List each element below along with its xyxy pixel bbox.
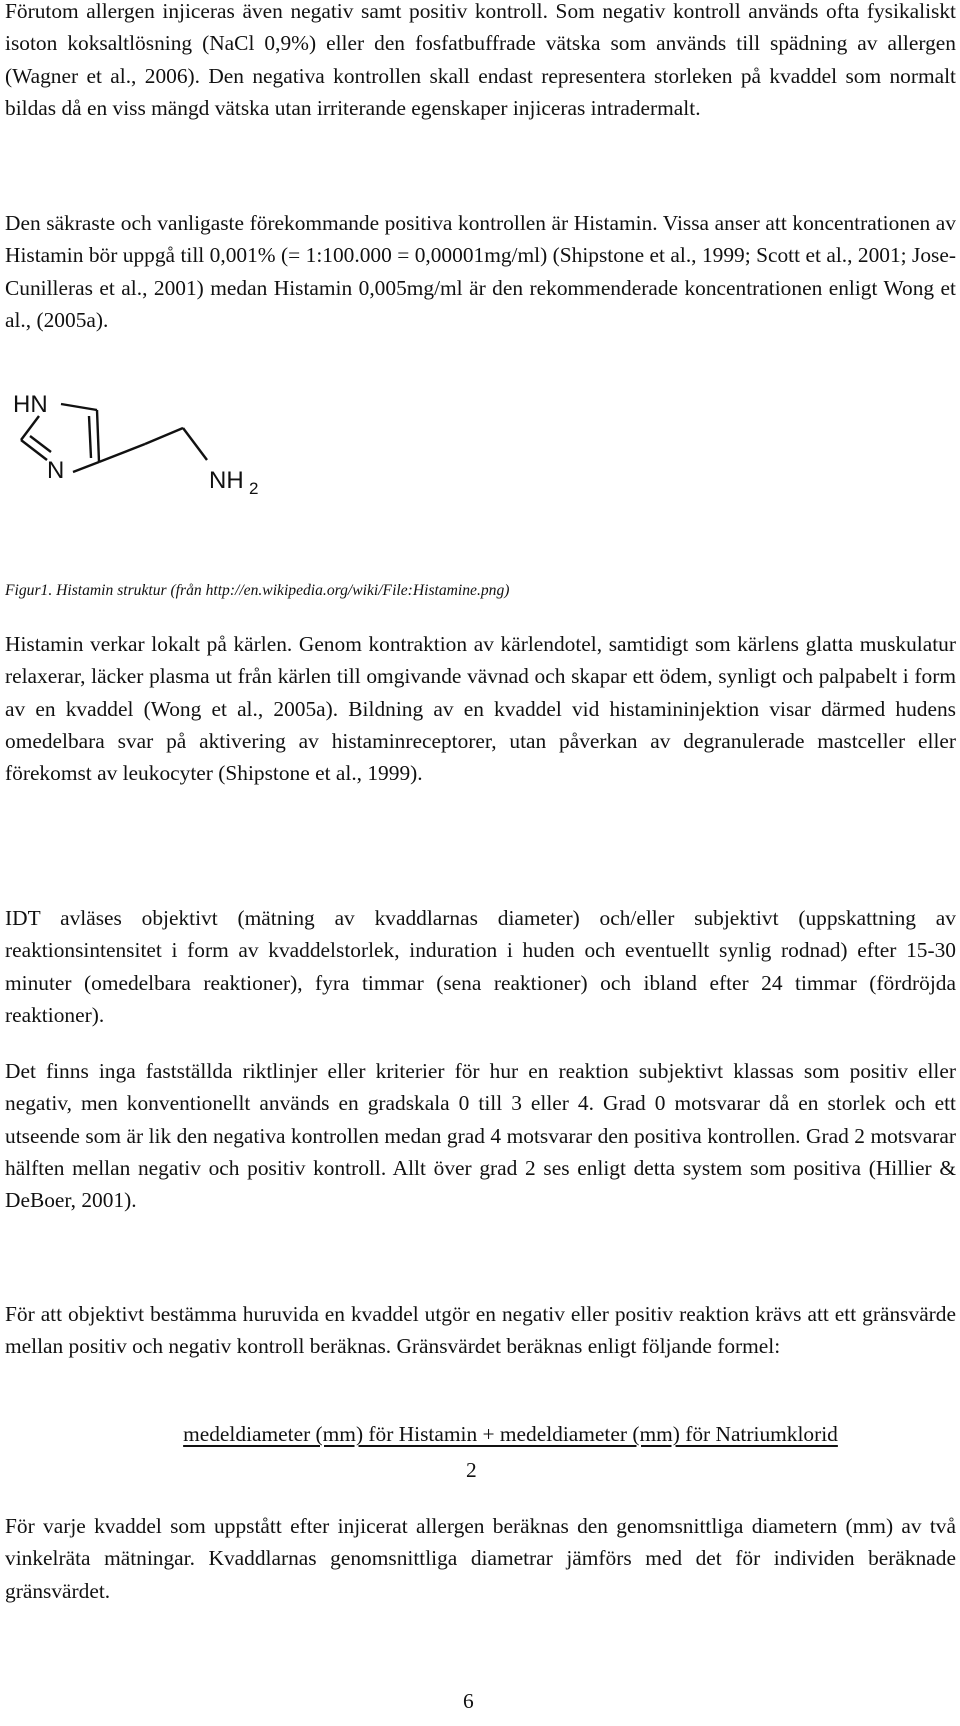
paragraph-histamine-effect: Histamin verkar lokalt på kärlen. Genom kontraktion av kärlendotel, samtidigt som kärlens glatta muskulatur relaxerar, läcker plasma ut från kärlen till omgivande vävnad och skapar ett ödem, synligt och palpabelt i form av en kvaddel (Wong et al., 2005a). Bildning av en kvaddel vid histamininjektion visar därmed hudens omedelbara svar på aktivering av histaminreceptorer, utan påverkan av degranulerade mastceller eller förekomst av leukocyter (Shipstone et al., 1999). bbox=[5, 632, 956, 786]
paragraph-diameter-comparison: För varje kvaddel som uppstått efter injicerat allergen beräknas den genomsnittliga diametern (mm) av två vinkelräta mätningar. Kvaddlarnas genomsnittliga diametrar jämförs med det för individen beräknade gränsvärdet. bbox=[5, 1514, 956, 1603]
atom-label-n: N bbox=[47, 457, 65, 484]
paragraph-grading-scale: Det finns inga fastställda riktlinjer eller kriterier för hur en reaktion subjektivt klassas som positiv eller negativ, men konventionellt används en gradskala 0 till 3 eller 4. Grad 0 motsvarar då en storlek och ett utseende som är lik den negativa kontrollen medan grad 4 motsvarar den positiva kontrollen. Grad 2 motsvarar hälften mellan negativ och positiv kontroll. Allt över grad 2 ses enligt detta system som positiva (Hillier & DeBoer, 2001). bbox=[5, 1059, 956, 1213]
bond-cb-ca bbox=[145, 428, 183, 444]
formula-denominator: 2 bbox=[466, 1458, 477, 1482]
paragraph-controls: Förutom allergen injiceras även negativ samt positiv kontroll. Som negativ kontroll används ofta fysikaliskt isoton koksaltlösning (NaCl 0,9%) eller den fosfatbuffrade vätska som används till spädning av allergen (Wagner et al., 2006). Den negativa kontrollen skall endast representera storleken på kvaddel som normalt bildas då en viss mängd vätska utan irriterande egenskaper injiceras intradermalt. bbox=[5, 0, 956, 120]
formula-numerator-text: medeldiameter (mm) för Histamin + medeldiameter (mm) för Natriumklorid bbox=[183, 1422, 838, 1446]
bond-c5-c4 bbox=[97, 410, 99, 462]
paragraph-idt-reading: IDT avläses objektivt (mätning av kvaddlarnas diameter) och/eller subjektivt (uppskattning av reaktionsintensitet i form av kvaddelstorlek, induration i huden och eventuellt synlig rodnad) efter 15-30 minuter (omedelbara reaktioner), fyra timmar (sena reaktioner) och ibland efter 24 timmar (fördröjda reaktioner). bbox=[5, 906, 956, 1027]
histamine-structure-figure bbox=[13, 391, 273, 548]
bond-ca-n bbox=[183, 428, 207, 460]
atom-label-nh: NH bbox=[209, 467, 244, 494]
bond-c4-cb bbox=[99, 444, 145, 462]
page-number: 6 bbox=[463, 1689, 474, 1713]
atom-label-hn: HN bbox=[13, 391, 48, 418]
histamine-structure-diagram bbox=[13, 391, 273, 548]
bond-c5-c4-double bbox=[89, 416, 91, 458]
figure-caption: Figur1. Histamin struktur (från http://en.wikipedia.org/wiki/File:Histamine.png) bbox=[5, 582, 510, 599]
bond-c4-n3 bbox=[73, 462, 99, 472]
paragraph-histamine-concentration: Den säkraste och vanligaste förekommande positiva kontrollen är Histamin. Vissa anser att koncentrationen av Histamin bör uppgå till 0,001% (= 1:100.000 = 0,00001mg/ml) (Shipstone et al., 1999; Scott et al., 2001; Jose-Cunilleras et al., 2001) medan Histamin 0,005mg/ml är den rekommenderade koncentrationen enligt Wong et al., (2005a). bbox=[5, 211, 956, 332]
bond-c2-n3 bbox=[21, 440, 47, 460]
bond-n1-c5 bbox=[61, 404, 97, 410]
paragraph-threshold-intro: För att objektivt bestämma huruvida en kvaddel utgör en negativ eller positiv reaktion krävs att ett gränsvärde mellan positiv och negativ kontroll beräknas. Gränsvärdet beräknas enligt följande formel: bbox=[5, 1302, 956, 1359]
formula-numerator bbox=[66, 1419, 955, 1449]
atom-label-subscript: 2 bbox=[249, 479, 259, 498]
